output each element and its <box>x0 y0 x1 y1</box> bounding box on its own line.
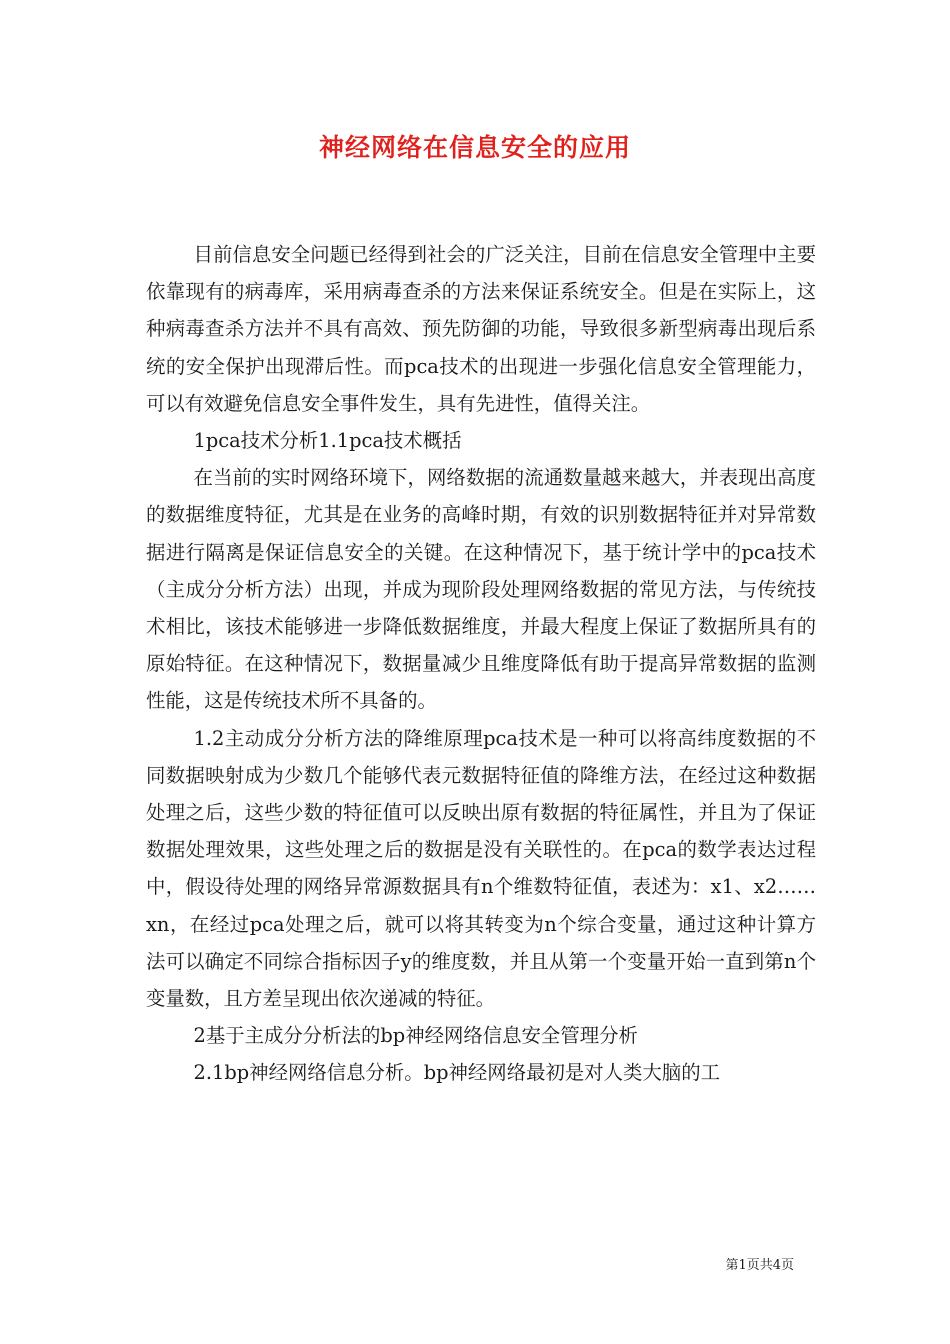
document-title: 神经网络在信息安全的应用 <box>318 133 631 162</box>
paragraph-network-environment: 在当前的实时网络环境下，网络数据的流通数量越来越大，并表现出高度的数据维度特征，尤其是在业务的高峰时期，有效的识别数据特征并对异常数据进行隔离是保证信息安全的关键。在这种情况下，基于统计学中的pca技术（主成分分析方法）出现，并成为现阶段处理网络数据的常见方法，与传统技术相比，该技术能够进一步降低数据维度，并最大程度上保证了数据所具有的原始特征。在这种情况下，数据量减少且维度降低有助于提高异常数据的监测性能，这是传统技术所不具备的。 <box>146 466 816 713</box>
page-number: 第1页共4页 <box>725 1258 794 1273</box>
paragraph-pca-principle: 1.2主动成分分析方法的降维原理pca技术是一种可以将高纬度数据的不同数据映射成为少数几个能够代表元数据特征值的降维方法，在经过这种数据处理之后，这些少数的特征值可以反映出原有数据的特征属性，并且为了保证数据处理效果，这些处理之后的数据是没有关联性的。在pca的数学表达过程中，假设待处理的网络异常源数据具有n个维数特征值，表述为：x1、x2……xn，在经过pca处理之后，就可以将其转变为n个综合变量，通过这种计算方法可以确定不同综合指标因子y的维度数，并且从第一个变量开始一直到第n个变量数，且方差呈现出依次递减的特征。 <box>146 726 816 1011</box>
paragraph-bp-network: 2.1bp神经网络信息分析。bp神经网络最初是对人类大脑的工 <box>193 1061 720 1085</box>
section-heading-1: 1pca技术分析1.1pca技术概括 <box>193 429 462 453</box>
paragraph-intro: 目前信息安全问题已经得到社会的广泛关注，目前在信息安全管理中主要依靠现有的病毒库，采用病毒查杀的方法来保证系统安全。但是在实际上，这种病毒查杀方法并不具有高效、预先防御的功能，导致很多新型病毒出现后系统的安全保护出现滞后性。而pca技术的出现进一步强化信息安全管理能力，可以有效避免信息安全事件发生，具有先进性，值得关注。 <box>146 243 816 415</box>
document-body <box>146 236 816 1092</box>
section-heading-2: 2基于主成分分析法的bp神经网络信息安全管理分析 <box>193 1024 638 1048</box>
